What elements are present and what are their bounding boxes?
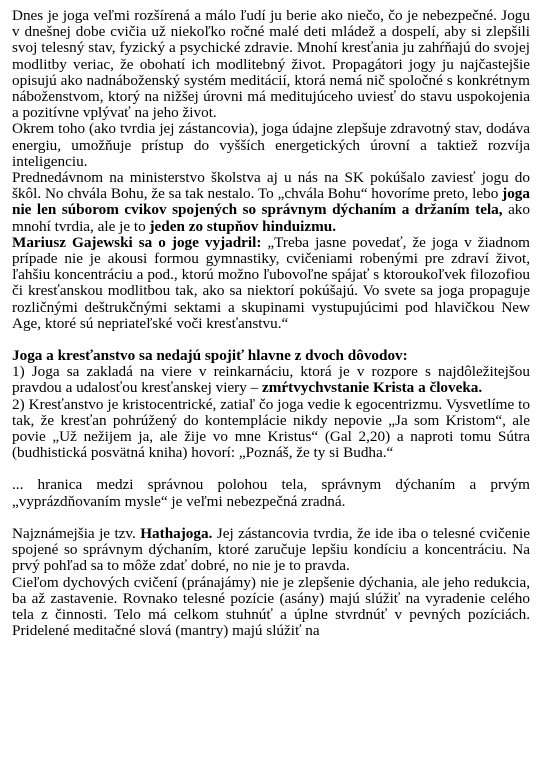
bold-text: Mariusz Gajewski sa o joge vyjadril: [12,233,262,251]
text-run: Najznámejšia je tzv. [12,524,141,542]
paragraph-gap [12,461,530,477]
text-run: Jej zástancovia tvrdia, že ide iba o telesné cvičenie spojené so správnym dýchaním, ktoré zaručuje lepšiu kondíciu a koncentráciu. Na prvý pohľad sa to môže zdať dobré, no nie je to pravda. [12,524,530,575]
paragraph-p5 [12,348,530,364]
text-run: Okrem toho (ako tvrdia jej zástancovia), joga údajne zlepšuje zdravotný stav, dodáva energiu, umožňuje prístup do vyšších energetických úrovní a taktiež rozvíja inteligenciu. [12,120,530,170]
paragraph-p1 [12,8,530,121]
text-run: Prednedávnom na ministerstvo školstva aj u nás na SK pokúšalo zaviesť jogu do škôl. No chvála Bohu, že sa tak nestalo. To „chvála Bohu“ hovoríme preto, lebo [12,169,530,203]
paragraph-p8 [12,477,530,509]
text-run: „Treba jasne povedať, že joga v žiadnom prípade nie je akousi formou gymnastiky, cvičeniami robenými pre zdraví život, ľahšiu koncentráciu a pod., ktorú možno ľubovoľne spájať s ktoroukoľvek filozofiou či kresťanskou modlitbou tak, ako sa niektorí pokúšajú. Vo svete sa joga propaguje rozličnými deštrukčnými sektami a skupinami vystupujúcimi pod hlavičkou New Age, ktoré sú nepriateľské voči kresťanstvu.“ [12,233,530,332]
text-run: Dnes je joga veľmi rozšírená a málo ľudí ju berie ako niečo, čo je nebezpečné. Jogu v dnešnej dobe cvičia už niekoľko ročné malé deti mládež a dospelí, aby si zlepšili svoj telesný stav, fyzický a psychické zdravie. Mnohí kresťania ju zahŕňajú do svojej modlitby veriac, že obohatí ich modlitebný život. Propagátori jogy ju najčastejšie opisujú ako nadnáboženský systém meditácií, ktorá nemá nič spoločné s konkrétnym náboženstvom, ktorý na nižšej úrovni má meditujúceho uviesť do stavu uspokojenia a pozitívne vplývať na jeho život. [12,7,530,122]
paragraph-gap [12,332,530,348]
bold-text: jeden zo stupňov hinduizmu. [149,217,337,235]
paragraph-p2 [12,121,530,170]
text-run: ako mnohí tvrdia, ale je to [12,201,530,235]
paragraph-p4 [12,235,530,332]
bold-text: Joga a kresťanstvo sa nedajú spojiť hlavne z dvoch dôvodov: [12,347,408,365]
bold-text: zmŕtvychvstanie Krista a človeka. [262,379,483,397]
text-run: 1) Joga sa zakladá na viere v reinkarnáciu, ktorá je v rozpore s najdôležitejšou pravdou a udalosťou kresťanskej viery – [12,363,530,397]
bold-text: Hathajoga. [140,524,213,542]
text-run: 2) Kresťanstvo je kristocentrické, zatiaľ čo joga vedie k egocentrizmu. Vysvetlíme to tak, že kresťan pohrúžený do kontemplácie nikdy nepovie „Ja som Kristom“, ale povie „Už nežijem ja, ale žije vo mne Kristus“ (Gal 2,20) a naproti tomu Sútra (budhistická posvätná kniha) hovorí: „Poznáš, že ty si Budha.“ [12,395,530,462]
bold-text: joga nie len súborom cvikov spojených so správnym dýchaním a držaním tela, [12,185,530,219]
paragraph-p7 [12,397,530,462]
paragraph-p9 [12,526,530,575]
paragraph-p10 [12,575,530,640]
paragraph-gap [12,510,530,526]
paragraph-p3 [12,170,530,235]
text-run: Cieľom dychových cvičení (pránajámy) nie je zlepšenie dýchania, ale jeho redukcia, ba až zastavenie. Rovnako telesné pozície (asány) majú slúžiť na vyradenie celého tela z činnosti. Telo má celkom stuhnúť a úplne stvrdnúť v pevných pozíciách. Pridelené meditačné slová (mantry) majú slúžiť na [12,573,530,640]
paragraph-p6 [12,364,530,396]
text-run: ... hranica medzi správnou polohou tela, správnym dýchaním a prvým „vyprázdňovaním mysle“ je veľmi nebezpečná zradná. [12,476,530,510]
